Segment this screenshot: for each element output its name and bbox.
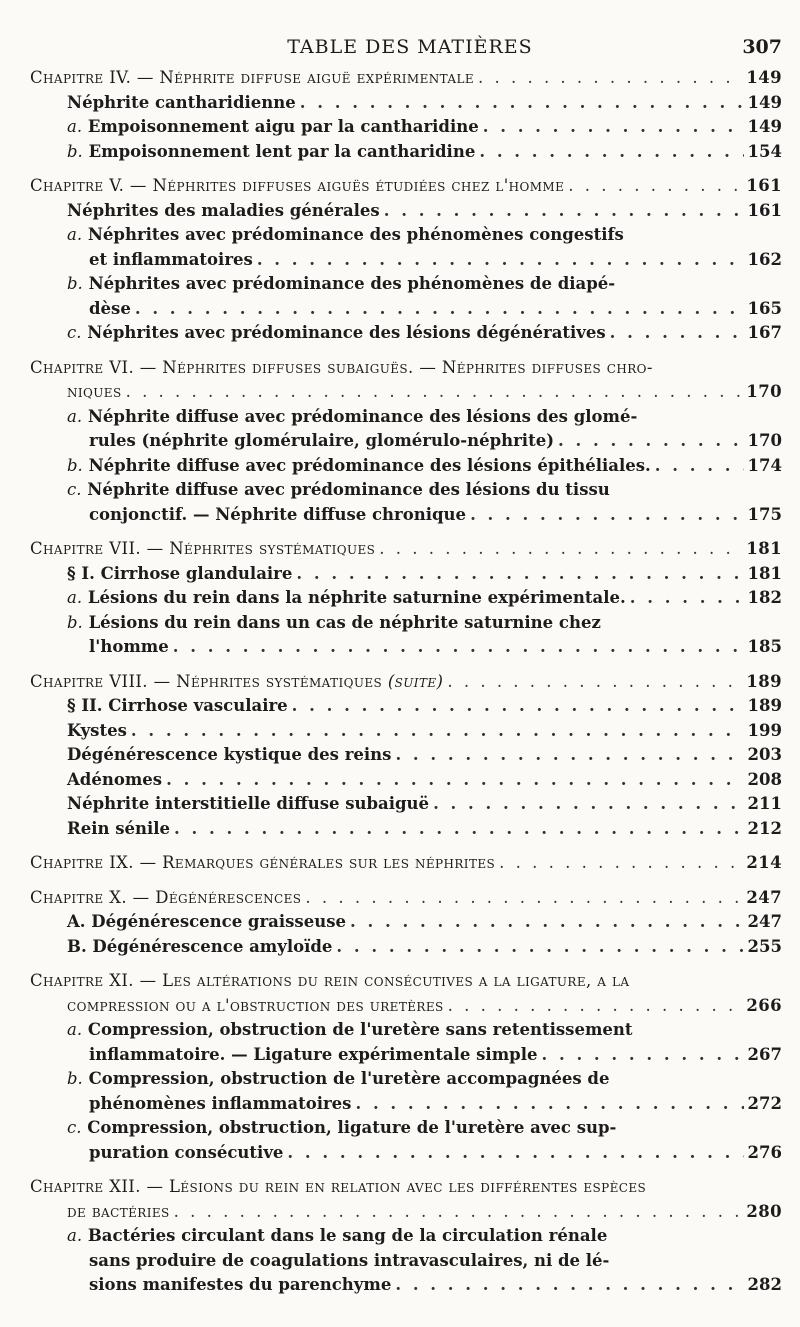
toc-chapter-6: Chapitre VI. — Néphrites diffuses subaiguës. — Néphrites diffuses chro- [30, 357, 653, 377]
toc-entry: Rein sénile . . . 212 [30, 817, 790, 842]
toc-entry: a. Empoisonnement aigu par la cantharidine . . . 149 [30, 115, 790, 140]
toc-entry: a. Néphrite diffuse avec prédominance des lésions des glomé- [67, 406, 638, 426]
toc-chapter-12: Chapitre XII. — Lésions du rein en relation avec les différentes espèces [30, 1177, 647, 1196]
toc-entry: a. Compression, obstruction de l'uretère sans retentissement [67, 1020, 633, 1039]
toc-entry-cont: l'homme . . . 185 [30, 635, 790, 660]
toc-entry: b. Lésions du rein dans un cas de néphrite saturnine chez [67, 612, 601, 632]
toc-entry: a. Bactéries circulant dans le sang de la circulation rénale [67, 1226, 608, 1245]
toc-chapter-7: Chapitre VII. — Néphrites systématiques . . . 181 [30, 537, 790, 562]
toc-entry-cont: phénomènes inflammatoires . . . 272 [30, 1092, 790, 1117]
toc-entry: a. Néphrites avec prédominance des phénomènes congestifs [67, 225, 624, 244]
toc-chapter-4: Chapitre IV. — Néphrite diffuse aiguë expérimentale . . . 149 [30, 66, 790, 91]
table-of-contents [30, 66, 790, 1298]
toc-entry-cont: sans produire de coagulations intravasculaires, ni de lé- [89, 1250, 610, 1270]
toc-entry-cont: dèse . . . 165 [30, 297, 790, 322]
toc-entry: a. Lésions du rein dans la néphrite saturnine expérimentale. . . . 182 [30, 586, 790, 611]
toc-chapter-9: Chapitre IX. — Remarques générales sur les néphrites . . . 214 [30, 851, 790, 876]
toc-entry-cont: inflammatoire. — Ligature expérimentale simple . . . 267 [30, 1043, 790, 1068]
page-number: 307 [742, 36, 782, 58]
toc-entry-cont: rules (néphrite glomérulaire, glomérulo-néphrite) . . . 170 [30, 429, 790, 454]
toc-entry-cont: puration consécutive . . . 276 [30, 1141, 790, 1166]
toc-entry: B. Dégénérescence amyloïde . . . 255 [30, 935, 790, 960]
toc-entry: Néphrite interstitielle diffuse subaiguë . . . 211 [30, 792, 790, 817]
toc-entry-cont: conjonctif. — Néphrite diffuse chronique . . . 175 [30, 503, 790, 528]
toc-entry: Dégénérescence kystique des reins . . . 203 [30, 743, 790, 768]
toc-chapter-6-cont: niques . . . 170 [30, 380, 790, 405]
toc-chapter-8: Chapitre VIII. — Néphrites systématiques (suite) . . . 189 [30, 670, 790, 695]
toc-entry-cont: sions manifestes du parenchyme . . . 282 [30, 1273, 790, 1298]
toc-chapter-5: Chapitre V. — Néphrites diffuses aiguës étudiées chez l'homme . . . 161 [30, 174, 790, 199]
toc-entry: b. Néphrites avec prédominance des phénomènes de diapé- [67, 274, 616, 293]
toc-chapter-10: Chapitre X. — Dégénérescences . . . 247 [30, 886, 790, 911]
toc-entry: Kystes . . . 199 [30, 719, 790, 744]
running-title: TABLE DES MATIÈRES [287, 36, 533, 58]
toc-entry-cont: et inflammatoires . . . 162 [30, 248, 790, 273]
toc-entry: Adénomes . . . 208 [30, 768, 790, 793]
toc-entry: Néphrites des maladies générales . . . 161 [30, 199, 790, 224]
toc-chapter-12-cont: de bactéries . . . 280 [30, 1200, 790, 1225]
toc-entry: A. Dégénérescence graisseuse . . . 247 [30, 910, 790, 935]
toc-entry: § II. Cirrhose vasculaire . . . 189 [30, 694, 790, 719]
toc-entry: c. Néphrite diffuse avec prédominance des lésions du tissu [67, 480, 610, 499]
toc-chapter-11-cont: compression ou a l'obstruction des uretères . . . 266 [30, 994, 790, 1019]
toc-entry: b. Compression, obstruction de l'uretère accompagnées de [67, 1069, 610, 1088]
page-header [30, 28, 790, 62]
toc-entry: Néphrite cantharidienne . . . 149 [30, 91, 790, 116]
toc-entry: § I. Cirrhose glandulaire . . . 181 [30, 562, 790, 587]
toc-entry: b. Empoisonnement lent par la cantharidine . . . 154 [30, 140, 790, 165]
toc-chapter-11: Chapitre XI. — Les altérations du rein consécutives a la ligature, a la [30, 971, 630, 990]
toc-entry: b. Néphrite diffuse avec prédominance des lésions épithéliales. . . . 174 [30, 454, 790, 479]
toc-entry: c. Compression, obstruction, ligature de l'uretère avec sup- [67, 1118, 617, 1137]
toc-page [30, 28, 790, 1298]
toc-entry: c. Néphrites avec prédominance des lésions dégénératives . . . 167 [30, 321, 790, 346]
